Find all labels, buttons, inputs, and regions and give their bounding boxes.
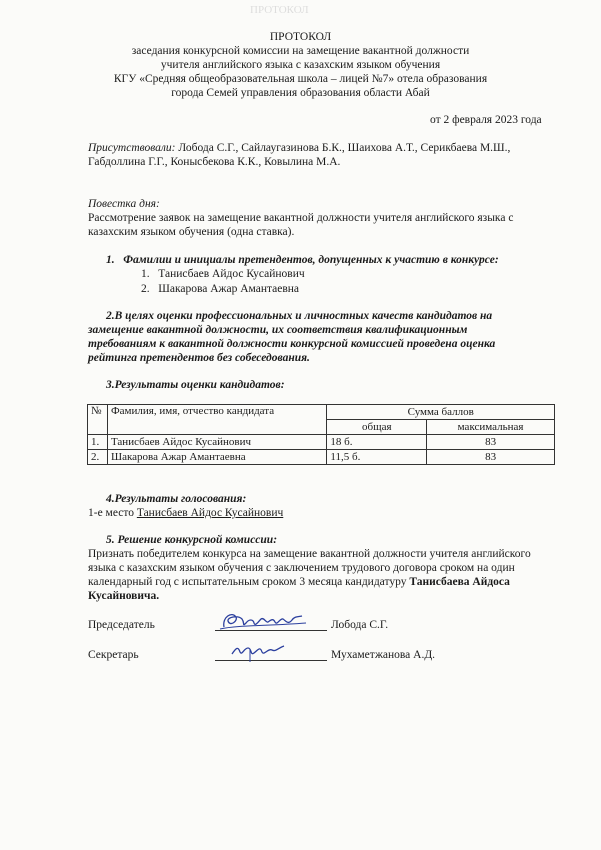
decision-line-2: языка с казахским языком обучения с заключением трудового договора сроком на один (88, 562, 515, 574)
header-line-2: учителя английского языка с казахским языком обучения (160, 59, 441, 71)
agenda-line-2: казахским языком обучения (одна ставка). (88, 226, 295, 238)
header-line-4: города Семей управления образования области Абай (171, 87, 430, 99)
candidate-list-item (141, 282, 299, 296)
agenda-line-1: Рассмотрение заявок на замещение вакантной должности учителя английского языка с (88, 212, 514, 224)
secretary-name: Мухаметжанова А.Д. (331, 649, 436, 661)
document-header (0, 30, 601, 100)
header-line-1: заседания конкурсной комиссии на замещение вакантной должности (131, 45, 470, 57)
chair-name: Лобода С.Г. (331, 619, 389, 631)
section-2-line-1: 2.В целях оценки профессиональных и личностных качеств кандидатов на (106, 310, 493, 322)
decision-line-1: Признать победителем конкурса на замещение вакантной должности учителя английского (88, 548, 531, 560)
row-total-score: 18 б. (327, 435, 427, 450)
row-candidate-name: Танисбаев Айдос Кусайнович (107, 435, 326, 450)
candidate-list-item (141, 267, 305, 281)
results-table (87, 404, 555, 465)
attendance-line-1 (88, 141, 510, 155)
row-total-score: 11,5 б. (327, 450, 427, 465)
winner-name-part-2: Кусайновича. (88, 590, 160, 602)
row-candidate-name: Шакарова Ажар Амантаевна (107, 450, 326, 465)
voting-result (88, 506, 283, 520)
col-header-total: общая (327, 420, 427, 435)
section-1-heading (106, 253, 499, 267)
attendance-names-2: Габдоллина Г.Г., Конысбекова К.К., Ковылина М.А. (88, 156, 341, 168)
col-header-name: Фамилия, имя, отчество кандидата (107, 405, 326, 435)
decision-line-3 (88, 575, 510, 589)
header-line-3: КГУ «Средняя общеобразовательная школа – лицей №7» отела образования (113, 73, 488, 85)
chair-signature-icon (218, 607, 310, 635)
col-header-sum: Сумма баллов (327, 405, 555, 420)
attendance-label: Присутствовали: (88, 142, 176, 154)
secretary-signature-icon (228, 638, 288, 664)
agenda-label: Повестка дня: (88, 198, 160, 210)
candidate-name-1: Танисбаев Айдос Кусайнович (158, 268, 305, 280)
decision-line-3-text: календарный год с испытательным сроком 3 месяца кандидатуру (88, 576, 410, 588)
row-max-score: 83 (427, 450, 555, 465)
section-2-line-4: рейтинга претендентов без собеседования. (88, 352, 310, 364)
voting-place-name: Танисбаев Айдос Кусайнович (136, 507, 284, 519)
col-header-number: № (88, 405, 108, 435)
candidate-name-2: Шакарова Ажар Амантаевна (158, 283, 300, 295)
table-row (88, 450, 555, 465)
row-number: 2. (88, 450, 108, 465)
winner-name-part-1: Танисбаева Айдоса (409, 576, 510, 588)
protocol-date: от 2 февраля 2023 года (430, 114, 542, 126)
table-row (88, 435, 555, 450)
section-2-line-3: требованиям к вакантной должности конкурсной комиссией проведена оценка (88, 338, 496, 350)
section-5-heading: 5. Решение конкурсной комиссии: (106, 534, 278, 546)
section-1-number: 1. (106, 254, 124, 266)
col-header-max: максимальная (427, 420, 555, 435)
candidate-number-1: 1. (141, 268, 159, 280)
chair-label: Председатель (88, 619, 155, 631)
table-header-row (88, 405, 555, 420)
candidate-number-2: 2. (141, 283, 159, 295)
section-2-line-2: замещение вакантной должности, их соответствия квалификационным (88, 324, 468, 336)
section-3-heading: 3.Результаты оценки кандидатов: (106, 379, 285, 391)
section-4-heading: 4.Результаты голосования: (106, 493, 247, 505)
row-max-score: 83 (427, 435, 555, 450)
document-title: ПРОТОКОЛ (269, 31, 332, 43)
faint-watermark-text: ПРОТОКОЛ (250, 4, 309, 16)
secretary-label: Секретарь (88, 649, 139, 661)
section-1-title: Фамилии и инициалы претендентов, допущенных к участию в конкурсе: (123, 254, 499, 266)
attendance-names-1: Лобода С.Г., Сайлаугазинова Б.К., Шаихова А.Т., Серикбаева М.Ш., (178, 142, 511, 154)
voting-place-label: 1-е место (88, 507, 134, 519)
row-number: 1. (88, 435, 108, 450)
